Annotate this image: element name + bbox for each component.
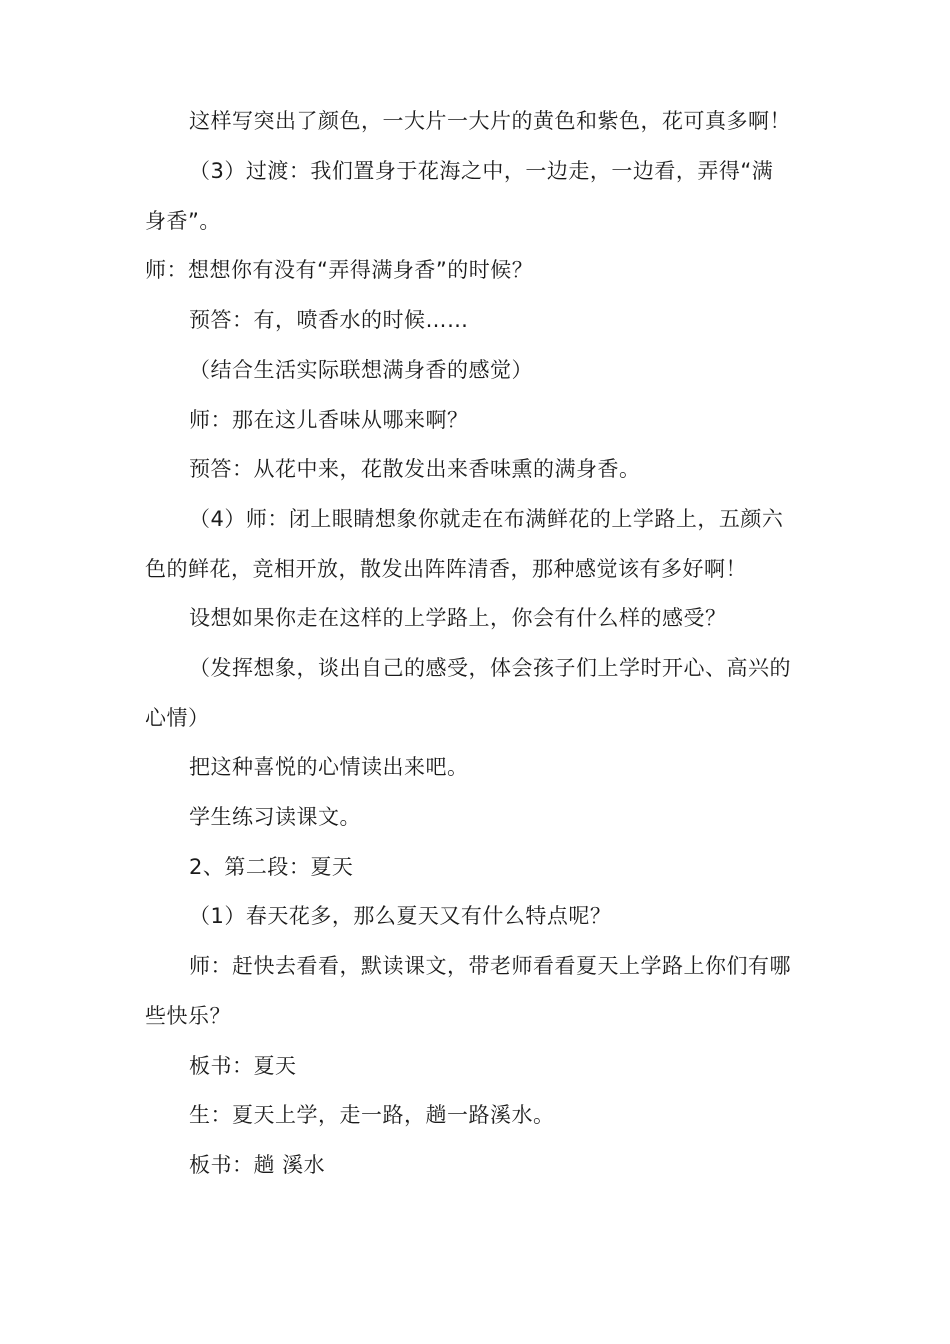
paragraph-line: 身香”。 — [145, 209, 221, 233]
paragraph-line: （1）春天花多，那么夏天又有什么特点呢？ — [189, 904, 612, 928]
paragraph-line: 预答：从花中来，花散发出来香味熏的满身香。 — [189, 457, 641, 481]
paragraph-line: 板书：夏天 — [189, 1054, 297, 1078]
paragraph-line: 把这种喜悦的心情读出来吧。 — [189, 755, 469, 779]
paragraph-line: （发挥想象，谈出自己的感受，体会孩子们上学时开心、高兴的 — [189, 656, 791, 680]
paragraph-line: 师：那在这儿香味从哪来啊？ — [189, 408, 469, 432]
paragraph-line: 心情） — [145, 706, 210, 730]
paragraph-line: 板书：趟 溪水 — [189, 1153, 326, 1177]
paragraph-line: 师：想想你有没有“弄得满身香”的时候？ — [145, 258, 534, 282]
paragraph-line: 设想如果你走在这样的上学路上，你会有什么样的感受？ — [189, 606, 727, 630]
paragraph-line: 学生练习读课文。 — [189, 805, 361, 829]
paragraph-line: 色的鲜花，竞相开放，散发出阵阵清香，那种感觉该有多好啊！ — [145, 557, 747, 581]
paragraph-line: 师：赶快去看看，默读课文，带老师看看夏天上学路上你们有哪 — [189, 954, 791, 978]
paragraph-line: 些快乐？ — [145, 1004, 231, 1028]
paragraph-line: （结合生活实际联想满身香的感觉） — [189, 358, 533, 382]
paragraph-line: （4）师：闭上眼睛想象你就走在布满鲜花的上学路上，五颜六 — [189, 507, 784, 531]
paragraph-line: 这样写突出了颜色，一大片一大片的黄色和紫色，花可真多啊！ — [189, 109, 791, 133]
paragraph-line: 生：夏天上学，走一路，趟一路溪水。 — [189, 1103, 555, 1127]
paragraph-line: （3）过渡：我们置身于花海之中，一边走，一边看，弄得“满 — [189, 159, 774, 183]
paragraph-line: 预答：有，喷香水的时候…… — [189, 308, 469, 332]
section-heading: 2、第二段：夏天 — [189, 855, 354, 879]
